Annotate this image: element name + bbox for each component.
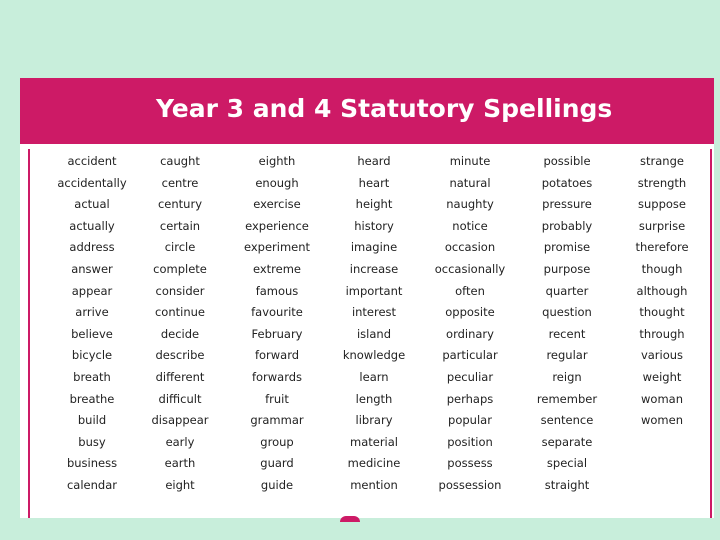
spelling-word: centre bbox=[161, 175, 199, 190]
spelling-word: eighth bbox=[258, 154, 296, 168]
spelling-word: often bbox=[455, 283, 485, 298]
spelling-word: imagine bbox=[350, 240, 398, 255]
spelling-word: material bbox=[350, 434, 398, 449]
spelling-word: height bbox=[355, 197, 393, 212]
spelling-word: separate bbox=[541, 434, 593, 449]
spelling-word: arrive bbox=[75, 305, 109, 320]
spelling-word: question bbox=[542, 305, 592, 320]
spelling-word: reign bbox=[552, 369, 582, 384]
word-column-3 bbox=[229, 151, 325, 497]
spelling-word: therefore bbox=[635, 240, 689, 255]
spelling-word: century bbox=[157, 197, 203, 212]
spelling-word: busy bbox=[78, 434, 106, 449]
spelling-word: peculiar bbox=[446, 369, 494, 384]
spelling-word: February bbox=[251, 326, 303, 341]
spelling-word: experience bbox=[245, 218, 309, 233]
spelling-word: learn bbox=[359, 369, 389, 384]
spelling-word: address bbox=[69, 240, 115, 255]
spelling-word: strange bbox=[640, 154, 684, 168]
spelling-word: possible bbox=[543, 154, 591, 168]
spelling-word: increase bbox=[349, 261, 399, 276]
spelling-word: favourite bbox=[251, 305, 303, 320]
spelling-word: weight bbox=[642, 369, 682, 384]
spelling-word: disappear bbox=[151, 413, 209, 428]
spelling-word: enough bbox=[255, 175, 299, 190]
spelling-word: woman bbox=[641, 391, 683, 406]
spelling-word: experiment bbox=[243, 240, 311, 255]
spelling-word: various bbox=[640, 348, 684, 363]
word-grid bbox=[30, 149, 710, 518]
word-column-4 bbox=[326, 151, 422, 497]
spelling-word: group bbox=[260, 434, 294, 449]
spelling-word: strength bbox=[637, 175, 687, 190]
spelling-word: exercise bbox=[253, 197, 301, 212]
spelling-word: forward bbox=[254, 348, 300, 363]
spelling-word: grammar bbox=[250, 413, 304, 428]
spelling-word: eight bbox=[165, 477, 195, 492]
spelling-word: early bbox=[165, 434, 195, 449]
spelling-word: breath bbox=[73, 369, 111, 384]
spelling-word: describe bbox=[155, 348, 205, 363]
spelling-word: promise bbox=[543, 240, 591, 255]
spelling-word: bicycle bbox=[71, 348, 113, 363]
spelling-word: through bbox=[639, 326, 685, 341]
spelling-word: important bbox=[345, 283, 403, 298]
spelling-word: possess bbox=[447, 456, 493, 471]
spelling-word: pressure bbox=[542, 197, 592, 212]
spelling-word: famous bbox=[255, 283, 299, 298]
spelling-word: thought bbox=[639, 305, 685, 320]
spelling-table bbox=[28, 149, 712, 518]
spelling-word: build bbox=[77, 413, 107, 428]
spelling-word: opposite bbox=[445, 305, 495, 320]
spelling-word: forwards bbox=[251, 369, 303, 384]
spelling-word: difficult bbox=[158, 391, 202, 406]
spelling-word: straight bbox=[544, 477, 590, 492]
spelling-word: special bbox=[546, 456, 588, 471]
spelling-word: probably bbox=[541, 218, 593, 233]
spelling-word: potatoes bbox=[541, 175, 593, 190]
spelling-word: circle bbox=[164, 240, 196, 255]
title-banner bbox=[20, 78, 714, 144]
spelling-word: accident bbox=[67, 154, 117, 168]
spelling-word: sentence bbox=[540, 413, 594, 428]
spelling-word: business bbox=[66, 456, 118, 471]
spelling-word: appear bbox=[71, 283, 113, 298]
spelling-word: guide bbox=[260, 477, 294, 492]
word-column-2 bbox=[132, 151, 228, 497]
spelling-word: length bbox=[355, 391, 393, 406]
spelling-word: notice bbox=[452, 218, 488, 233]
spelling-word: answer bbox=[71, 261, 113, 276]
spelling-word: particular bbox=[442, 348, 498, 363]
spelling-word: knowledge bbox=[342, 348, 406, 363]
spelling-word: complete bbox=[153, 261, 207, 276]
spelling-word: recent bbox=[548, 326, 586, 341]
word-column-1 bbox=[44, 151, 140, 497]
spelling-word: history bbox=[354, 218, 394, 233]
spelling-word: surprise bbox=[638, 218, 686, 233]
spelling-word: remember bbox=[536, 391, 598, 406]
spelling-word: women bbox=[640, 413, 683, 428]
spelling-word: breathe bbox=[69, 391, 115, 406]
spelling-word: decide bbox=[160, 326, 200, 341]
spelling-word: mention bbox=[350, 477, 398, 492]
spelling-word: extreme bbox=[252, 261, 302, 276]
spelling-word: different bbox=[155, 369, 205, 384]
spelling-word: naughty bbox=[446, 197, 494, 212]
spelling-word: consider bbox=[155, 283, 205, 298]
spelling-word: calendar bbox=[66, 477, 117, 492]
spelling-word: though bbox=[641, 261, 683, 276]
spelling-word: earth bbox=[164, 456, 196, 471]
spelling-word: actual bbox=[74, 197, 110, 212]
spelling-word: accidentally bbox=[57, 175, 127, 190]
spelling-word: ordinary bbox=[446, 326, 494, 341]
spelling-sheet bbox=[20, 78, 714, 518]
word-column-7 bbox=[614, 151, 710, 432]
spelling-word: heart bbox=[358, 175, 390, 190]
spelling-word: occasionally bbox=[434, 261, 506, 276]
word-column-6 bbox=[519, 151, 615, 497]
spelling-word: occasion bbox=[444, 240, 496, 255]
spelling-word: fruit bbox=[265, 391, 289, 406]
spelling-word: quarter bbox=[545, 283, 589, 298]
page-title: Year 3 and 4 Statutory Spellings bbox=[156, 94, 613, 123]
spelling-word: possession bbox=[438, 477, 502, 492]
spelling-word: purpose bbox=[543, 261, 591, 276]
spelling-word: interest bbox=[351, 305, 397, 320]
spelling-word: regular bbox=[546, 348, 588, 363]
page-decoration bbox=[340, 516, 360, 522]
word-column-5 bbox=[422, 151, 518, 497]
spelling-word: minute bbox=[449, 154, 491, 168]
spelling-word: island bbox=[356, 326, 392, 341]
spelling-word: guard bbox=[260, 456, 294, 471]
spelling-word: actually bbox=[69, 218, 115, 233]
spelling-word: popular bbox=[448, 413, 492, 428]
spelling-word: certain bbox=[159, 218, 201, 233]
spelling-word: suppose bbox=[638, 197, 686, 212]
spelling-word: although bbox=[636, 283, 688, 298]
spelling-word: continue bbox=[154, 305, 205, 320]
spelling-word: medicine bbox=[347, 456, 401, 471]
spelling-word: caught bbox=[160, 154, 200, 168]
spelling-word: heard bbox=[357, 154, 391, 168]
spelling-word: library bbox=[355, 413, 393, 428]
spelling-word: perhaps bbox=[446, 391, 494, 406]
spelling-word: believe bbox=[71, 326, 113, 341]
spelling-word: natural bbox=[449, 175, 491, 190]
spelling-word: position bbox=[447, 434, 493, 449]
